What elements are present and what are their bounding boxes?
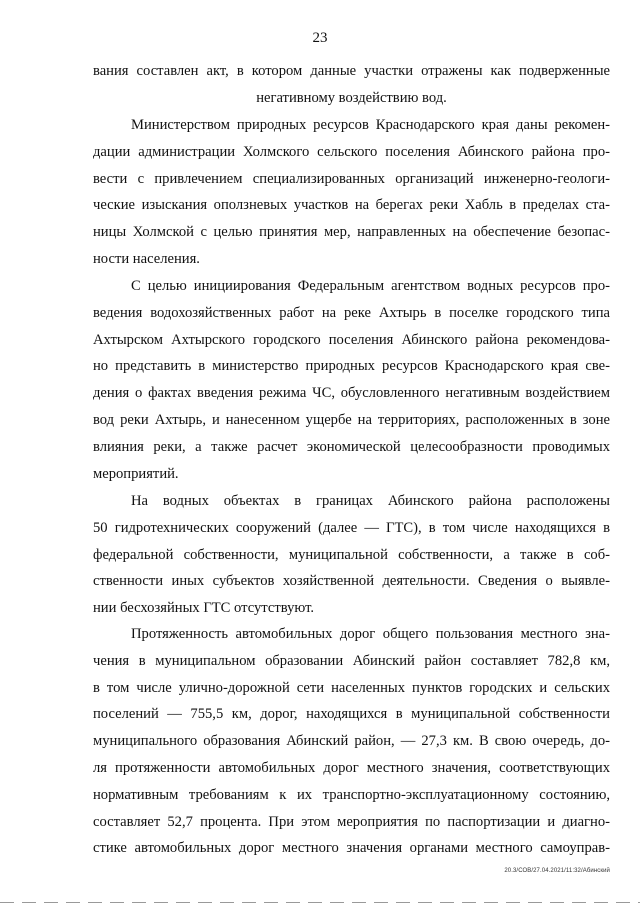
paragraph-1 [93,58,610,112]
text-line: чения в муниципальном образовании Абинский район составляет 782,8 км, [93,652,610,669]
text-line: 50 гидротехнических сооружений (далее — ГТС), в том числе находящихся в [93,519,610,536]
text-line: вести с привлечением специализированных организаций инженерно-геологи- [93,170,610,187]
text-line: С целью инициирования Федеральным агентством водных ресурсов про- [131,278,610,294]
text-line: мероприятий. [93,465,179,482]
paragraph-4 [93,488,610,622]
text-line: поселений — 755,5 км, дорог, находящихся в муниципальной собственности [93,706,610,723]
text-line: ческие изыскания оползневых участков на берегах реки Хабль в пределах ста- [93,197,610,214]
text-line: нормативным требованиям к их транспортно-эксплуатационному состоянию, [93,786,610,803]
text-line: Министерством природных ресурсов Краснодарского края даны рекомен- [131,117,610,133]
text-line: нии бесхозяйных ГТС отсутствуют. [93,600,315,617]
text-line: составляет 52,7 процента. При этом мероприятия по паспортизации и диагно- [93,813,610,830]
scan-edge-divider [0,902,640,903]
text-line: Протяженность автомобильных дорог общего пользования местного зна- [131,626,610,642]
text-line: ля протяженности автомобильных дорог местного значения, соответствующих [93,759,610,776]
text-line: в том числе улично-дорожной сети населенных пунктов городских и сельских [93,679,610,696]
document-stamp: 20.3/СОВ/27.04.2021/11:32/Абинский [504,868,610,874]
text-line: дации администрации Холмского сельского поселения Абинского района про- [93,143,610,160]
text-line: дения о фактах введения режима ЧС, обусловленного негативным воздействием [93,385,610,402]
page-number: 23 [312,30,328,46]
paragraph-2 [93,112,610,273]
text-line: муниципального образования Абинский район, — 27,3 км. В свою очередь, до- [93,733,610,750]
text-line: Ахтырском Ахтырского городского поселения Абинского района рекомендова- [93,331,610,348]
text-line: негативному воздействию вод. [256,89,447,106]
text-line: вод реки Ахтырь, и нанесенном ущербе на территориях, расположенных в зоне [93,411,610,428]
text-line: но представить в министерство природных ресурсов Краснодарского края све- [93,358,610,375]
text-line: стике автомобильных дорог местного значения органами местного самоуправ- [93,840,610,857]
text-line: На водных объектах в границах Абинского района расположены [131,493,610,509]
text-line: влияния реки, а также расчет экономической целесообразности проводимых [93,438,610,455]
text-line: ведения водохозяйственных работ на реке Ахтырь в поселке городского типа [93,304,610,321]
text-line: федеральной собственности, муниципальной собственности, а также в соб- [93,546,610,563]
text-line: ственности иных субъектов хозяйственной деятельности. Сведения о выявле- [93,573,610,590]
text-line: ности населения. [93,250,200,267]
text-line: вания составлен акт, в котором данные участки отражены как подверженные [93,63,610,79]
paragraph-3 [93,273,610,487]
paragraph-5 [93,621,610,862]
text-line: ницы Холмской с целью принятия мер, направленных на обеспечение безопас- [93,224,610,241]
